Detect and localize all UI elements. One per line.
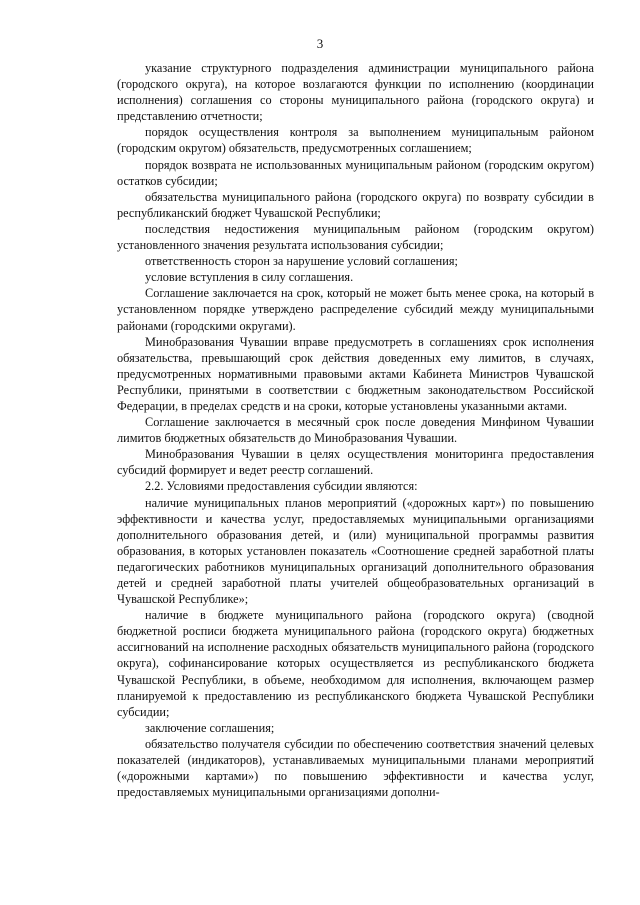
paragraph: наличие муниципальных планов мероприятий («дорожных карт») по повышению эффективности и качества услуг, предоставляемых муниципальными организациями дополнительного образования детей, и (или) муниципальной программы развития образования, в которых установлен показатель «Соотношение средней заработной платы педагогических работников муниципальных организаций дополнительного образования детей и средней заработной платы учителей общеобразовательных организаций в Чувашской Республике»;: [117, 495, 594, 607]
paragraph: указание структурного подразделения администрации муниципального района (городского округа), на которое возлагаются функции по исполнению (координации исполнения) соглашения со стороны муниципального района (городского округа) и представлению отчетности;: [117, 61, 594, 124]
paragraph: заключение соглашения;: [145, 720, 275, 735]
paragraph: ответственность сторон за нарушение условий соглашения;: [145, 254, 458, 269]
paragraph: наличие в бюджете муниципального района (городского округа) (сводной бюджетной росписи бюджета муниципального района (городского округа) бюджетных ассигнований на исполнение расходных обязательств муниципального района (городского округа), софинансирование которых осуществляется из республиканского бюджета Чувашской Республики, в объеме, необходимом для исполнения, включающем размер планируемой к предоставлению из республиканского бюджета Чувашской Республики субсидии;: [117, 608, 594, 719]
paragraph: порядок возврата не использованных муниципальным районом (городским округом) остатков субсидии;: [117, 157, 594, 188]
paragraph: условие вступления в силу соглашения.: [145, 270, 354, 285]
paragraph: обязательство получателя субсидии по обеспечению соответствия значений целевых показателей (индикаторов), устанавливаемых муниципальными планами мероприятий («дорожными картами») по повышению эффективности и качества услуг, предоставляемых муниципальными организациями дополни-: [117, 736, 594, 800]
paragraph: порядок осуществления контроля за выполнением муниципальным районом (городским округом) обязательств, предусмотренных соглашением;: [117, 125, 594, 156]
section-heading: 2.2. Условиями предоставления субсидии являются:: [145, 479, 418, 494]
paragraph: Минобразования Чувашии вправе предусмотреть в соглашениях срок исполнения обязательства, превышающий срок действия доведенных ему лимитов, в случаях, предусмотренных нормативными правовыми актами Кабинета Министров Чувашской Республики, принятыми в соответствии с бюджетным законодательством Российской Федерации, в пределах средств и на сроки, которые установлены указанными актами.: [117, 334, 594, 413]
paragraph: последствия недостижения муниципальным районом (городским округом) установленного значения результата использования субсидии;: [117, 221, 594, 253]
document-body: [117, 60, 594, 800]
paragraph: Минобразования Чувашии в целях осуществления мониторинга предоставления субсидий формирует и ведет реестр соглашений.: [117, 447, 594, 478]
paragraph: обязательства муниципального района (городского округа) по возврату субсидии в республиканский бюджет Чувашской Республики;: [117, 189, 594, 220]
page-number: 3: [316, 36, 324, 51]
paragraph: Соглашение заключается в месячный срок после доведения Минфином Чувашии лимитов бюджетных обязательств до Минобразования Чувашии.: [117, 415, 594, 446]
paragraph: Соглашение заключается на срок, который не может быть менее срока, на который в установленном порядке утверждено распределение субсидий между муниципальными районами (городскими округами).: [117, 286, 594, 333]
